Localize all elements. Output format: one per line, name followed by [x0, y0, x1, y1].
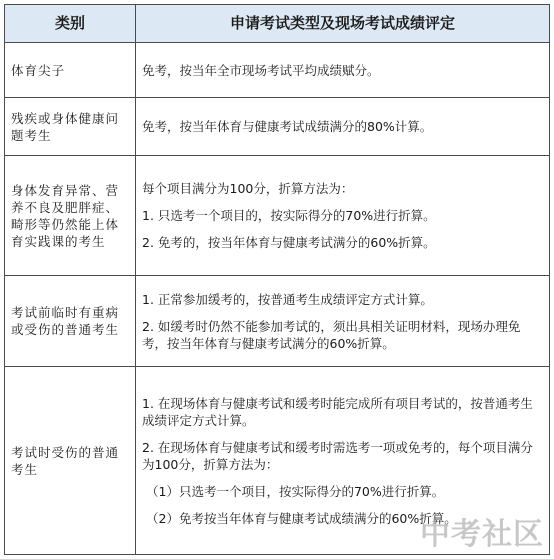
row-category: 身体发育异常、营养不良及肥胖症、畸形等仍然能上体育实践课的考生: [5, 156, 136, 276]
rule-line: 免考，按当年全市现场考试平均成绩赋分。: [142, 62, 380, 78]
rule-line: 2. 免考的，按当年体育与健康考试满分的60%折算。: [142, 235, 436, 250]
row-rule: [136, 276, 550, 367]
table-row: [5, 98, 550, 156]
table-row: [5, 367, 550, 555]
rule-line: 2. 在现场体育与健康考试和缓考时需选考一项或免考的，每个项目满分为100分，折算方法为：: [142, 439, 533, 472]
table-row: [5, 43, 550, 98]
row-rule: [136, 367, 550, 555]
row-category: 残疾或身体健康问题考生: [5, 98, 136, 156]
table-row: [5, 156, 550, 276]
score-policy-table: [4, 4, 550, 555]
site-watermark: 中考社区: [420, 517, 544, 552]
row-rule: [136, 43, 550, 98]
rule-line: 每个项目满分为100分，折算方法为：: [142, 181, 354, 196]
header-assessment: 申请考试类型及现场考试成绩评定: [136, 5, 550, 43]
header-category: 类别: [5, 5, 136, 43]
rule-line: （1）只选考一个项目，按实际得分的70%进行折算。: [146, 483, 445, 499]
table-row: [5, 276, 550, 367]
rule-line: 1. 只选考一个项目的，按实际得分的70%进行折算。: [142, 208, 436, 223]
row-category: 考试时受伤的普通考生: [5, 367, 136, 555]
row-rule: [136, 156, 550, 276]
table-header-row: [5, 5, 550, 43]
rule-line: 1. 正常参加缓考的，按普通考生成绩评定方式计算。: [142, 291, 433, 307]
row-category: 体育尖子: [5, 43, 136, 98]
rule-line: （2）免考按当年体育与健康考试成绩满分的60%折算。: [146, 510, 457, 526]
rule-line: 免考，按当年体育与健康考试成绩满分的80%计算。: [142, 119, 433, 134]
rule-line: 2. 如缓考时仍然不能参加考试的，须出具相关证明材料，现场办理免考，按当年体育与健康考试满分的60%折算。: [142, 318, 521, 351]
row-category: 考试前临时有重病或受伤的普通考生: [5, 276, 136, 367]
rule-line: 1. 在现场体育与健康考试和缓考时能完成所有项目考试的，按普通考生成绩评定方式计算。: [142, 395, 533, 428]
row-rule: [136, 98, 550, 156]
